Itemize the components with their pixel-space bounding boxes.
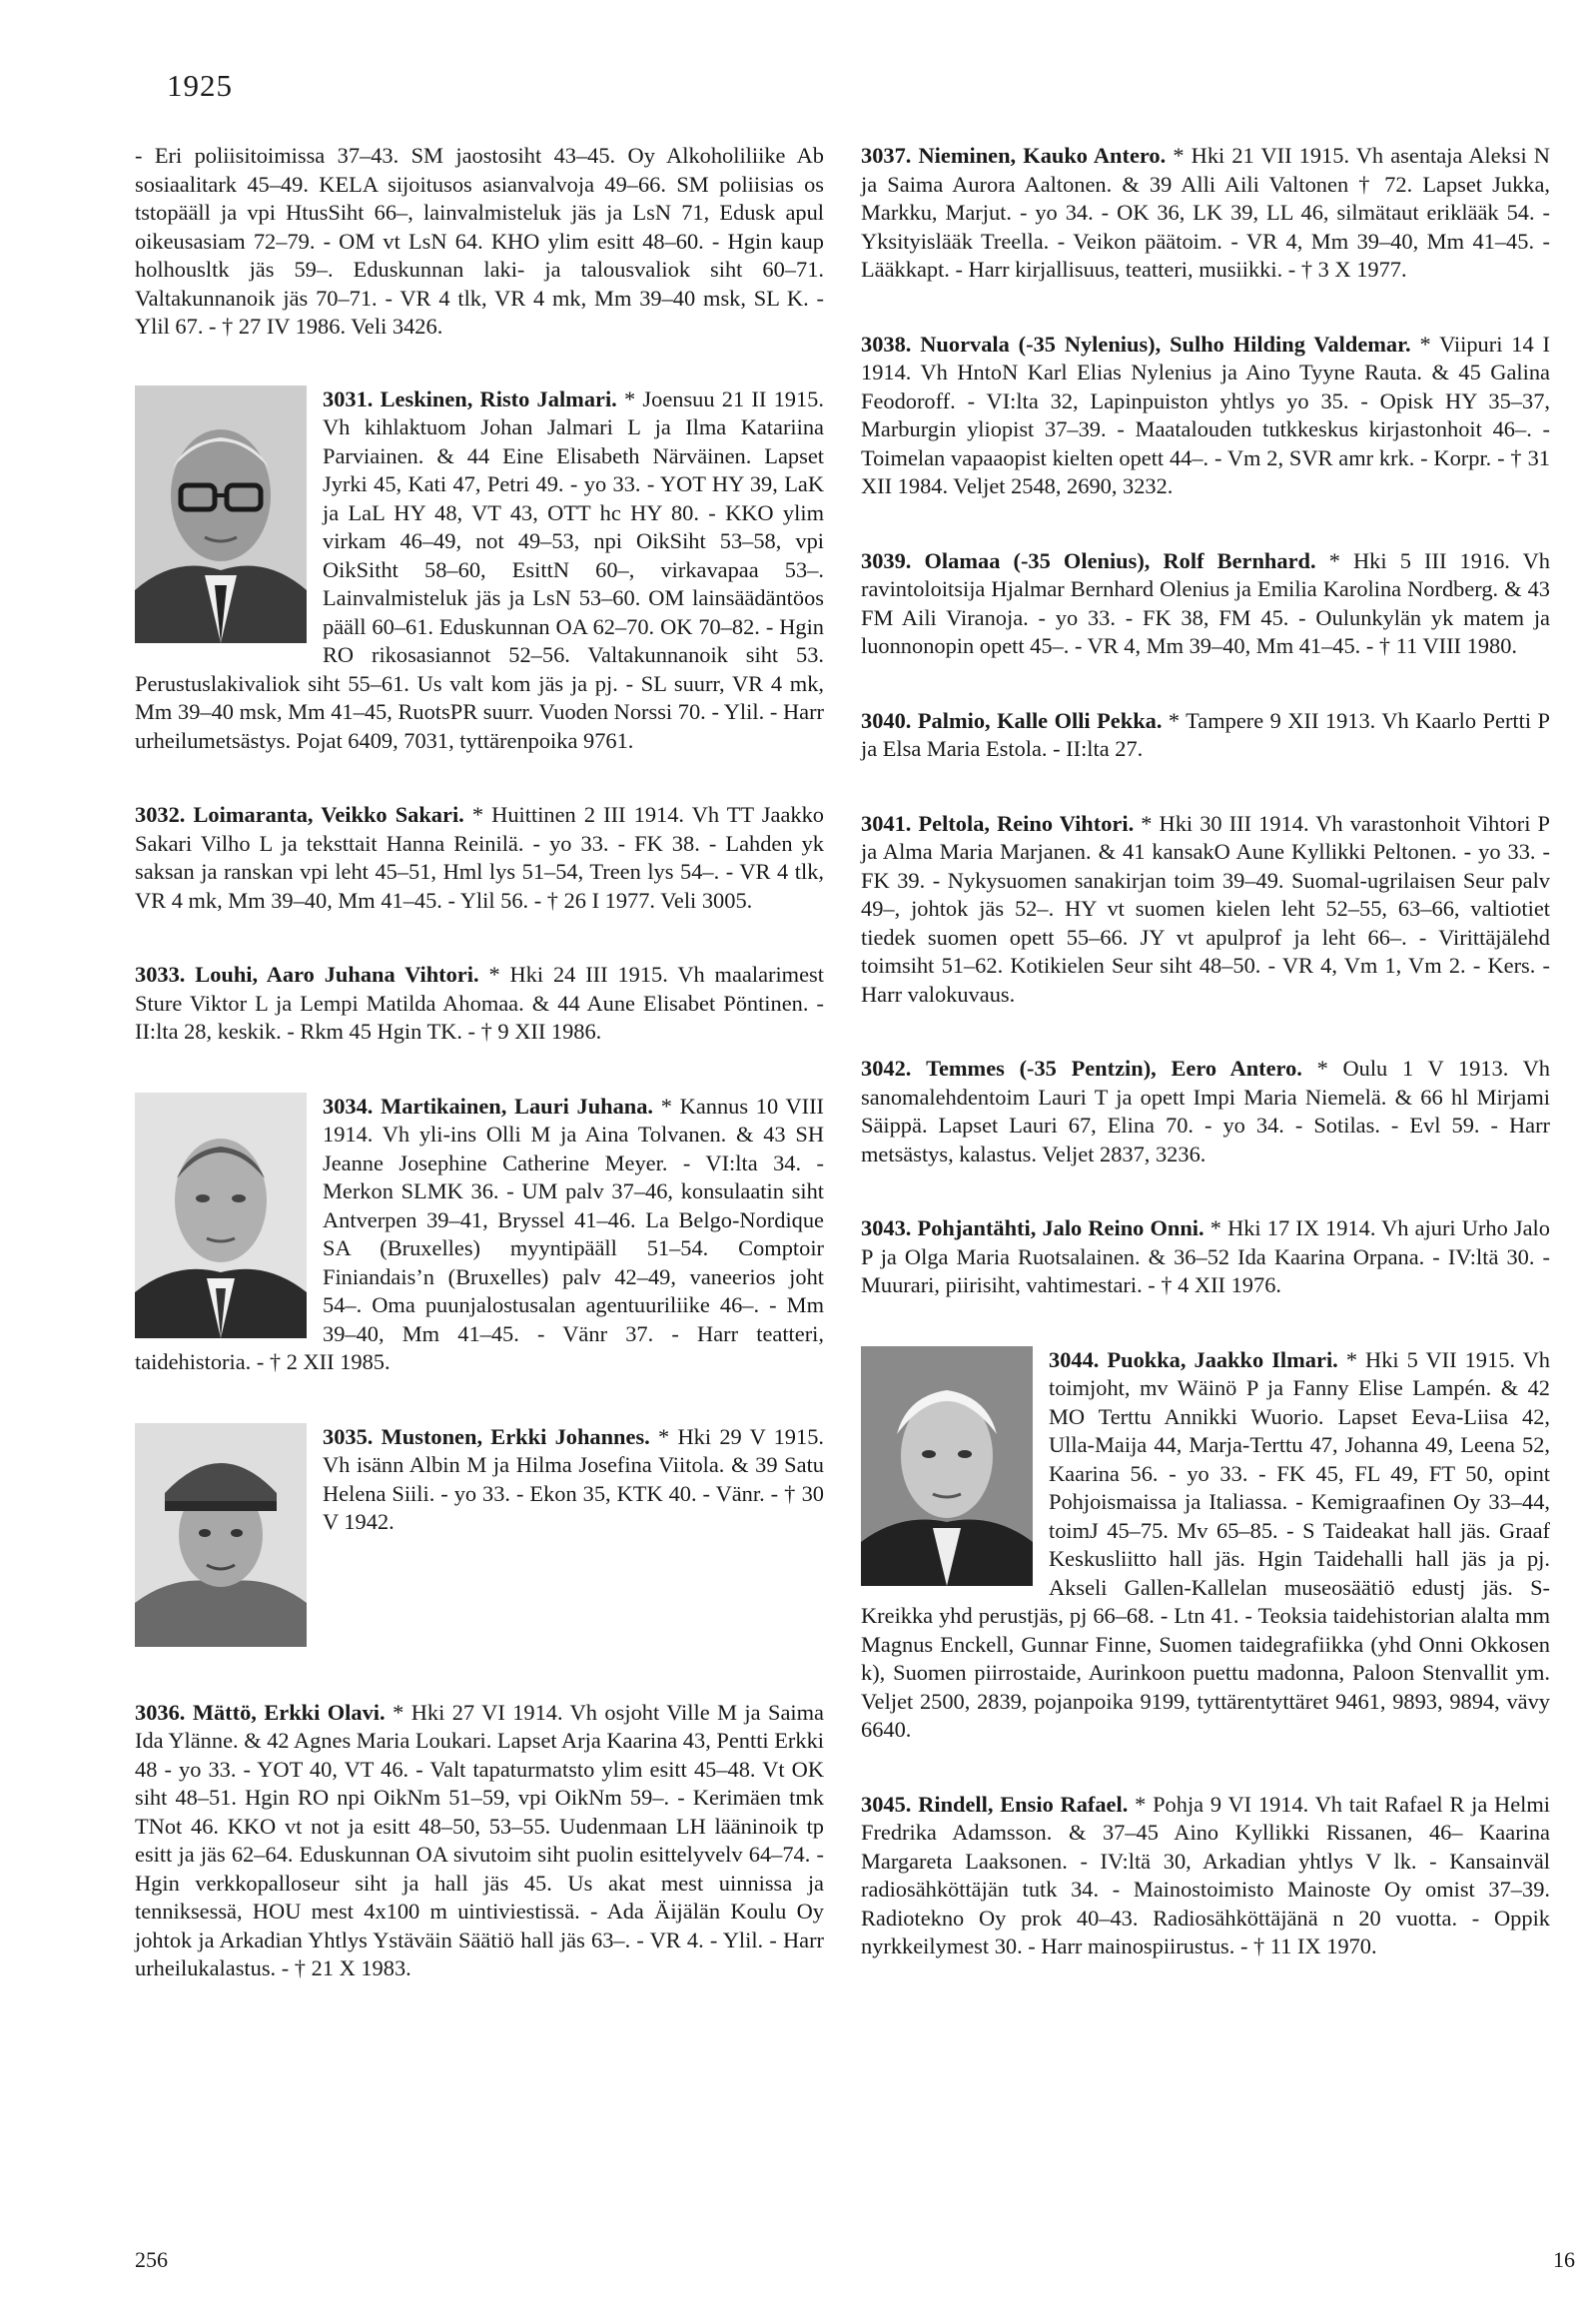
entry-text: * Hki 24 III 1915. Vh maalarimest Sture Viktor L ja Lempi Matilda Ahomaa. & 44 Aune Elisabet Pöntinen. - II:lta 28, keskik. - Rkm 45 Hgin TK. - † 9 XII 1986. [135,962,824,1044]
entry-3038 [861,331,1550,501]
portrait-photo [135,1093,307,1338]
entry-number: 3035. [323,1423,374,1449]
entry-3037 [861,142,1550,285]
entry-number: 3043. [861,1215,912,1240]
entry-3044 [861,1346,1550,1745]
portrait-photo [135,1423,307,1647]
entry-number: 3041. [861,810,912,836]
entry-3041 [861,810,1550,1010]
entry-text: * Hki 29 V 1915. Vh isänn Albin M ja Hilma Josefina Viitola. & 39 Satu Helena Siili. - yo 33. - Ekon 35, KTK 40. - Vänr. - † 30 V 1942. [323,1423,824,1534]
entry-3034 [135,1093,824,1377]
portrait-photo [861,1346,1033,1586]
entry-text: * Hki 5 III 1916. Vh ravintoloitsija Hjalmar Bernhard Olenius ja Emilia Karolina Nordberg. & 43 FM Aili Viranoja. - yo 33. - FK 38, FM 45. - Oulunkylän yk matem ja luonnonopin opett 45–. - VR 4, Mm 39–40, Mm 41–45. - † 11 VIII 1980. [861,547,1550,658]
entry-number: 3031. [323,386,374,411]
entry-number: 3032. [135,802,186,827]
entry-number: 3036. [135,1699,186,1725]
entry-name: Peltola, Reino Vihtori. [918,810,1135,836]
left-column [135,142,824,2029]
entry-number: 3045. [861,1791,912,1817]
entry-name: Rindell, Ensio Rafael. [918,1791,1129,1817]
entry-text: - Eri poliisitoimissa 37–43. SM jaostosiht 43–45. Oy Alkoholiliike Ab sosiaalitark 45–49. KELA sijoitusos asianvalvoja 49–66. SM poliisias os tstopääll ja vpi HtusSiht 66–, lainvalmisteluk jäs ja LsN 71, Edusk apul oikeusasiam 72–79. - OM vt LsN 64. KHO ylim esitt 48–60. - Hgin kaup holhousltk jäs 59–. Eduskunnan laki- ja talousvaliok siht 60–71. Valtakunnanoik jäs 70–71. - VR 4 tlk, VR 4 mk, Mm 39–40 msk, SL K. - Ylil 67. - † 27 IV 1986. Veli 3426. [135,143,824,339]
entry-text: * Oulu 1 V 1913. Vh sanomalehdentoim Lauri T ja opett Impi Maria Niemelä. & 66 hl Mirjami Säippä. Lapset Lauri 67, Elina 70. - yo 34. - Sotilas. - Evl 59. - Harr metsästys, kalastus. Veljet 2837, 3236. [861,1056,1550,1166]
entry-text: * Hki 5 VII 1915. Vh toimjoht, mv Wäinö P ja Fanny Elise Lampén. & 42 MO Terttu Annikki Wuorio. Lapset Eeva-Liisa 42, Ulla-Maija 44, Marja-Terttu 47, Johanna 49, Leena 52, Kaarina 56. - yo 33. - FK 45, FL 49, FT 50, opint Pohjoismaissa ja Italiassa. - Kemigraafinen Oy 33–44, toimJ 45–75. Mv 65–85. - S Taideakat hall jäs. Graaf Keskusliitto hall jäs. Hgin Taidehalli hall jäs ja pj. Akseli Gallen-Kallelan museosäätiö edustj jäs. S-Kreikka yhd perustjäs, pj 66–68. - Ltn 41. - Teoksia taidehistorian alalta mm Magnus Enckell, Gunnar Finne, Suomen taidegrafiikka (yhd Onni Okkosen k), Suomen piirrostaide, Aurinkoon puettu madonna, Paloon Stenvallit ym. Veljet 2500, 2839, pojanpoika 9199, tyttärentyttäret 9461, 9893, 9894, vävy 6640. [861,1346,1550,1742]
entry-name: Pohjantähti, Jalo Reino Onni. [917,1215,1204,1240]
entry-3033 [135,961,824,1047]
entry-text: * Hki 30 III 1914. Vh varastonhoit Vihtori P ja Alma Maria Marjanen. & 41 kansakO Aune Kyllikki Peltonen. - yo 33. - FK 39. - Nykysuomen sanakirjan toim 39–49. Suomal-ugrilaisen Seur palv 49–, johtok jäs 52–. HY vt suomen kielen leht 52–55, 63–66, valtiotiet tiedek suomen opett 55–66. JY vt apulprof ja leht 66–. - Virittäjälehd toimsiht 51–62. Kotikielen Seur siht 48–50. - VR 4, Vm 1, Vm 2. - Kers. - Harr valokuvaus. [861,810,1550,1007]
entry-name: Mustonen, Erkki Johannes. [381,1423,650,1449]
entry-name: Puokka, Jaakko Ilmari. [1107,1346,1338,1372]
entry-number: 3039. [861,547,912,573]
entry-number: 3034. [323,1093,374,1119]
entry-text: * Hki 27 VI 1914. Vh osjoht Ville M ja Saima Ida Ylänne. & 42 Agnes Maria Loukari. Lapset Arja Kaarina 43, Pentti Erkki 48 - yo 33. - YOT 40, VT 46. - Valt tapaturmatsto ylim esitt 45–48. Vt OK siht 48–51. Hgin RO npi OikNm 51–59, vpi OikNm 59–. - Kerimäen tmk TNot 46. KKO vt not ja esitt 48–50, 53–55. Uudenmaan LH lääninoik tp esitt ja jäs 62–64. Eduskunnan OA sivutoim siht puolin esittelyvelv 64–74. - Hgin verkkopalloseur siht ja hall jäs 45. Us akat mest uinnissa ja tenniksessä, HOU mest 4x100 m uintiviestissä. - Ada Äijälän Koulu Oy johtok ja Arkadian Yhtlys Ystäväin Säätiö hall jäs 63–. - VR 4. - Ylil. - Harr urheilukalastus. - † 21 X 1983. [135,1699,824,1980]
entry-number: 3044. [1049,1346,1100,1372]
entry-name: Leskinen, Risto Jalmari. [380,386,617,411]
entry-number: 3033. [135,962,186,987]
entry-name: Palmio, Kalle Olli Pekka. [917,707,1163,733]
entry-name: Mättö, Erkki Olavi. [192,1699,386,1725]
entry-3039 [861,547,1550,661]
entry-3045 [861,1791,1550,1961]
entry-3043 [861,1214,1550,1300]
entry-3031 [135,386,824,756]
entry-name: Loimaranta, Veikko Sakari. [193,802,464,827]
entry-number: 3037. [861,143,912,168]
entry-number: 3042. [861,1056,912,1081]
page-number-right: 16 [1553,2247,1575,2272]
entry-text: * Pohja 9 VI 1914. Vh tait Rafael R ja Helmi Fredrika Adamsson. & 37–45 Aino Kyllikki Rissanen, 46– Kaarina Margareta Laaksonen. - IV:ltä 30, Arkadian yhtlys V lk. - Kansainväl radiosähköttäjän tutk 34. - Mainostoimisto Mainoste Oy omist 37–39. Radiotekno Oy prok 40–43. Radiosähköttäjänä n 20 vuotta. - Oppik nyrkkeilymest 30. - Harr mainospiirustus. - † 11 IX 1970. [861,1791,1551,1958]
entry-text: * Huittinen 2 III 1914. Vh TT Jaakko Sakari Vilho L ja teksttait Hanna Reinilä. - yo 33. - FK 38. - Lahden yk saksan ja ranskan vpi leht 45–51, Hml lys 51–54, Treen lys 54–. - VR 4 tlk, VR 4 mk, Mm 39–40, Mm 41–45. - Ylil 56. - † 26 I 1977. Veli 3005. [135,802,824,913]
entry-name: Nieminen, Kauko Antero. [918,143,1167,168]
entry-text: * Hki 21 VII 1915. Vh asentaja Aleksi N ja Saima Aurora Aaltonen. & 39 Alli Aili Valtonen † 72. Lapset Jukka, Markku, Marjut. - yo 34. - OK 36, LK 39, LL 46, silmätaut eriklääk 54. - Yksityislääk Treella. - Veikon päätoim. - VR 4, Mm 39–40, Mm 41–45. - Lääkkapt. - Harr kirjallisuus, teatteri, musiikki. - † 3 X 1977. [861,143,1550,282]
entry-name: Temmes (-35 Pentzin), Eero Antero. [926,1056,1302,1081]
entry-name: Louhi, Aaro Juhana Vihtori. [195,962,479,987]
portrait-photo [135,386,307,643]
entry-text: * Hki 17 IX 1914. Vh ajuri Urho Jalo P ja Olga Maria Ruotsalainen. & 36–52 Ida Kaarina Orpana. - IV:ltä 30. - Muurari, piirisiht, vahtimestari. - † 4 XII 1976. [861,1215,1550,1297]
right-column [861,142,1550,2007]
entry-continuation [135,142,824,342]
entry-text: * Joensuu 21 II 1915. Vh kihlaktuom Johan Jalmari L ja Ilma Katariina Parviainen. & 44 Eine Elisabeth Närväinen. Lapset Jyrki 45, Kati 47, Petri 49. - yo 33. - YOT HY 39, LaK ja LaL HY 48, VT 43, OTT hc HY 80. - KKO ylim virkam 46–49, not 49–53, npi OikSiht 53–58, vpi OikSitht 58–60, EsittN 60–, virkavapaa 53–. Lainvalmisteluk jäs ja LsN 53–60. OM lainsäädäntöos pääll 60–61. Eduskunnan OA 62–70. OK 70–82. - Hgin RO rikosasiannot 52–56. Valtakunnanoik siht 53. Perustuslakivaliok siht 55–61. Us valt kom jäs ja pj. - SL suurr, VR 4 mk, Mm 39–40 msk, Mm 41–45, RuotsPR suurr. Vuoden Norssi 70. - Ylil. - Harr urheilumetsästys. Pojat 6409, 7031, tyttärenpoika 9761. [135,386,824,753]
page-year: 1925 [167,68,233,103]
entry-3040 [861,707,1550,764]
entry-3042 [861,1055,1550,1168]
entry-number: 3038. [861,331,912,357]
entry-name: Nuorvala (-35 Nylenius), Sulho Hilding Valdemar. [920,331,1411,357]
entry-text: * Kannus 10 VIII 1914. Vh yli-ins Olli M ja Aina Tolvanen. & 43 SH Jeanne Josephine Catherine Meyer. - VI:lta 34. - Merkon SLMK 36. - UM palv 37–46, konsulaatin siht Antverpen 39–41, Bryssel 41–46. La Belgo-Nordique SA (Bruxelles) myyntipääll 51–54. Comptoir Finiandais’n (Bruxelles) palv 42–49, vaneerios joht 54–. Oma puunjalostusalan agentuuriliike 46–. - Mm 39–40, Mm 41–45. - Vänr 37. - Harr teatteri, taidehistoria. - † 2 XII 1985. [135,1093,824,1374]
entry-name: Olamaa (-35 Olenius), Rolf Bernhard. [924,547,1316,573]
entry-text: * Viipuri 14 I 1914. Vh HntoN Karl Elias Nylenius ja Aino Tyyne Rauta. & 45 Galina Feodoroff. - VI:lta 32, Lapinpuiston yhtlys yo 35. - Opisk HY 35–37, Marburgin yliopist 37–39. - Maatalouden tutkkeskus kirjastonhoit 46–. - Toimelan vapaaopist kielten opett 44–. - Vm 2, SVR amr krk. - Korpr. - † 31 XII 1984. Veljet 2548, 2690, 3232. [861,331,1550,498]
entry-3036 [135,1699,824,1983]
entry-number: 3040. [861,707,912,733]
entry-3032 [135,801,824,915]
entry-3035 [135,1423,824,1653]
page-number-left: 256 [135,2247,168,2272]
entry-name: Martikainen, Lauri Juhana. [381,1093,654,1119]
entry-text: * Tampere 9 XII 1913. Vh Kaarlo Pertti P ja Elsa Maria Estola. - II:lta 27. [861,707,1550,761]
